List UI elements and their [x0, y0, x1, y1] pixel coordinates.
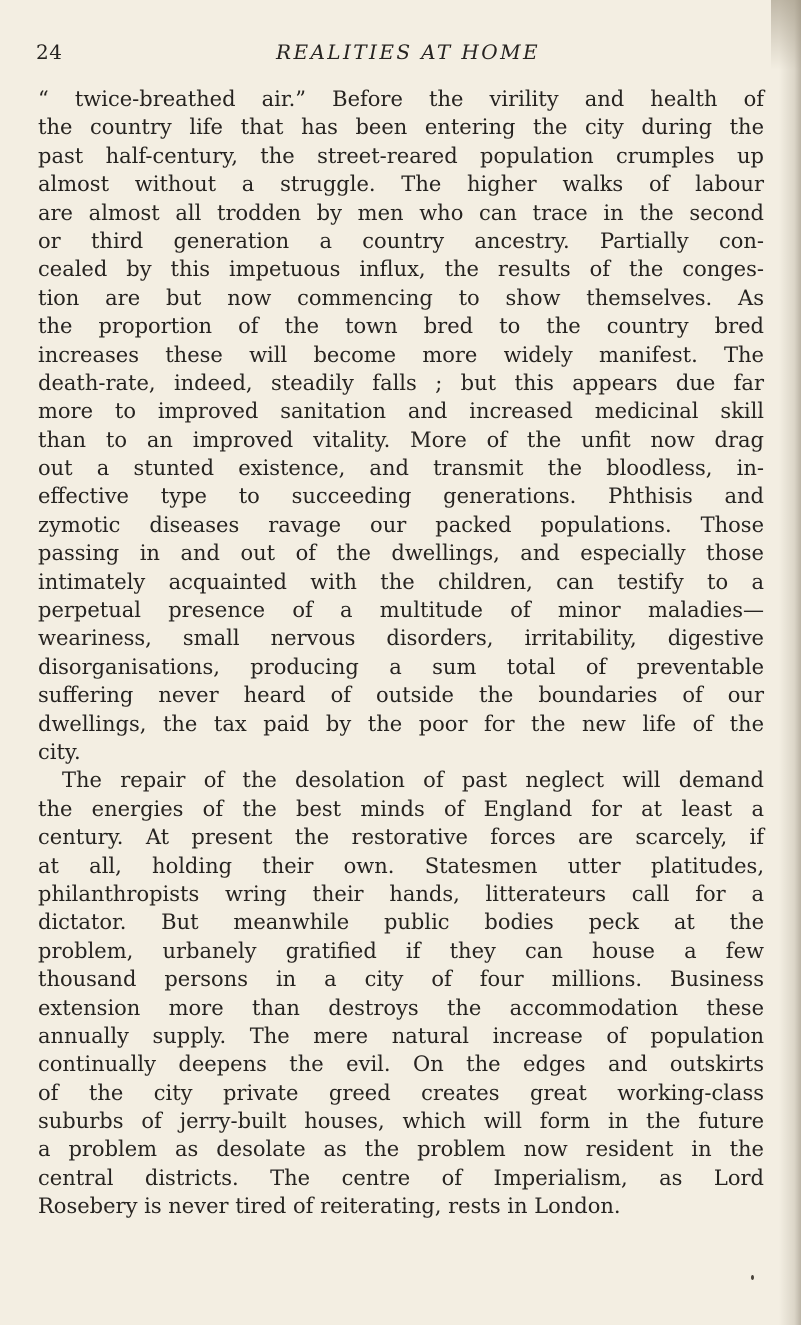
text-line: thousand persons in a city of four millions. Business	[38, 967, 764, 992]
text-line: perpetual presence of a multitude of minor maladies—	[38, 598, 764, 623]
text-line: zymotic diseases ravage our packed populations. Those	[38, 512, 764, 537]
text-line: dwellings, the tax paid by the poor for the new life of the	[38, 711, 764, 736]
text-line: effective type to succeeding generations. Phthisis and	[38, 484, 764, 509]
text-line: intimately acquainted with the children, can testify to a	[38, 569, 764, 594]
text-line: or third generation a country ancestry. Partially con-	[38, 228, 764, 253]
text-line: more to improved sanitation and increased medicinal skill	[38, 399, 764, 424]
page-number: 24	[36, 40, 63, 64]
text-line: dictator. But meanwhile public bodies peck at the	[38, 910, 764, 935]
text-line: problem, urbanely gratified if they can house a few	[38, 938, 764, 963]
text-line: out a stunted existence, and transmit the bloodless, in-	[38, 456, 764, 481]
text-line: tion are but now commencing to show themselves. As	[38, 285, 764, 310]
text-line: at all, holding their own. Statesmen utter platitudes,	[38, 853, 764, 878]
text-line: continually deepens the evil. On the edges and outskirts	[38, 1052, 764, 1077]
text-line: philanthropists wring their hands, litterateurs call for a	[38, 881, 764, 906]
text-line: passing in and out of the dwellings, and especially those	[38, 541, 764, 566]
running-header	[0, 40, 801, 70]
text-line: the energies of the best minds of England for at least a	[38, 796, 764, 821]
text-line: are almost all trodden by men who can trace in the second	[38, 200, 764, 225]
text-line: the proportion of the town bred to the country bred	[38, 314, 764, 339]
text-line: the country life that has been entering the city during the	[38, 115, 764, 140]
text-line: death-rate, indeed, steadily falls ; but this appears due far	[38, 370, 764, 395]
text-line: suburbs of jerry-built houses, which will form in the future	[38, 1109, 764, 1134]
paragraph-end-line: city.	[38, 739, 81, 764]
text-line: extension more than destroys the accommodation these	[38, 995, 764, 1020]
text-line: suffering never heard of outside the boundaries of our	[38, 683, 764, 708]
text-line: past half-century, the street-reared population crumples up	[38, 143, 764, 168]
text-line: “ twice-breathed air.” Before the virility and health of	[38, 87, 764, 111]
text-line: annually supply. The mere natural increase of population	[38, 1023, 764, 1048]
paragraph-end-line: Rosebery is never tired of reiterating, rests in London.	[38, 1194, 621, 1219]
text-line: increases these will become more widely manifest. The	[38, 342, 764, 367]
text-line: central districts. The centre of Imperialism, as Lord	[38, 1165, 764, 1190]
body-text	[38, 85, 764, 1221]
text-line: almost without a struggle. The higher walks of labour	[38, 172, 764, 197]
text-line: weariness, small nervous disorders, irritability, digestive	[38, 626, 764, 651]
text-line: disorganisations, producing a sum total of preventable	[38, 654, 764, 679]
text-line: century. At present the restorative forces are scarcely, if	[38, 825, 764, 850]
page-edge-shadow	[779, 0, 801, 1325]
text-line: a problem as desolate as the problem now resident in the	[38, 1137, 764, 1162]
paragraph-start-line: The repair of the desolation of past neglect will demand	[62, 768, 764, 793]
text-line: cealed by this impetuous influx, the results of the conges-	[38, 257, 764, 282]
text-line: than to an improved vitality. More of the unfit now drag	[38, 427, 764, 452]
paper-speck	[751, 1275, 754, 1280]
text-line: of the city private greed creates great working-class	[38, 1080, 764, 1105]
running-title: REALITIES AT HOME	[276, 40, 540, 64]
